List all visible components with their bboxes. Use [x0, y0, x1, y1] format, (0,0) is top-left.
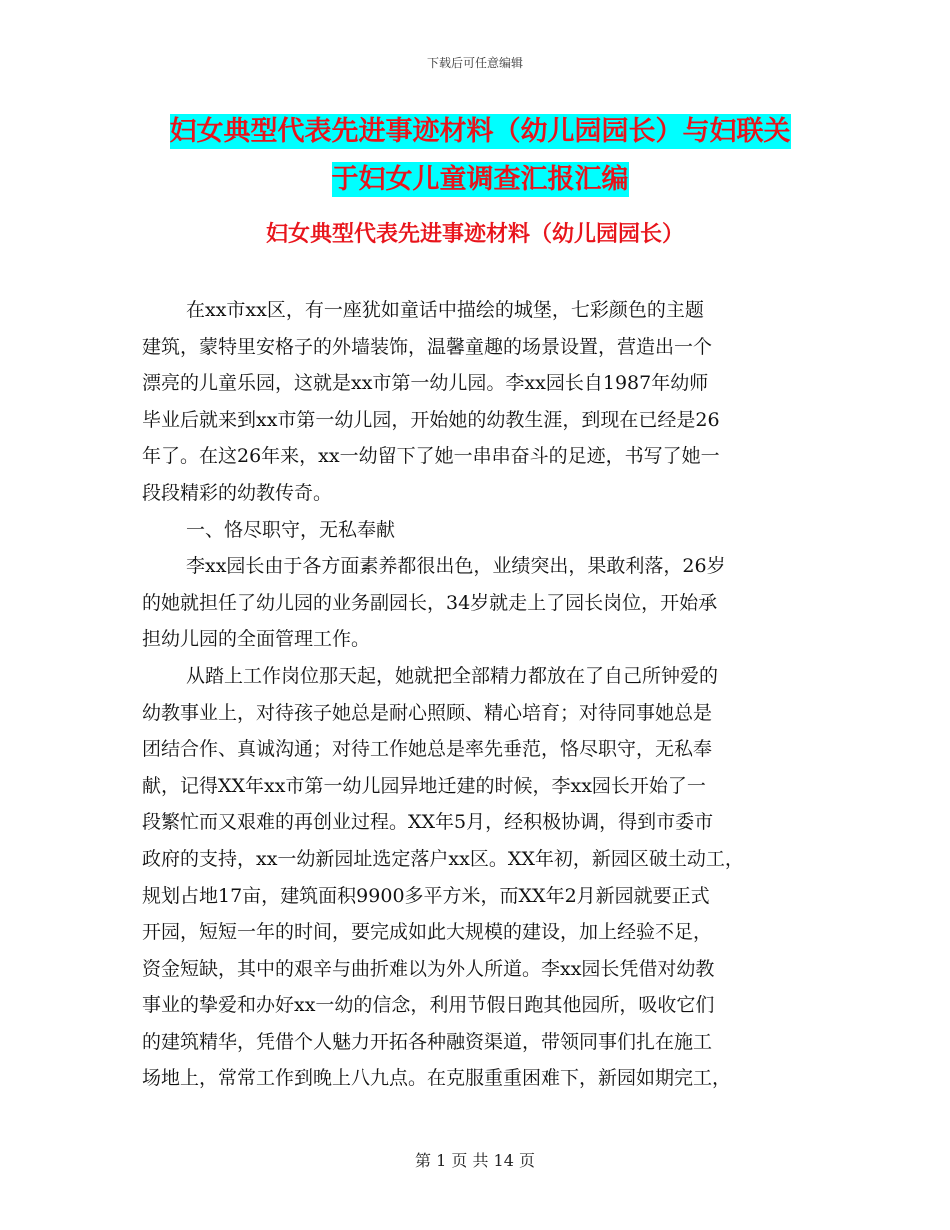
text-line: 建筑，蒙特里安格子的外墙装饰，温馨童趣的场景设置，营造出一个 — [142, 335, 713, 358]
text-line: 年了。在这26年来，xx一幼留下了她一串串奋斗的足迹，书写了她一 — [142, 445, 720, 468]
text-line: 规划占地17亩，建筑面积9900多平方米，而XX年2月新园就要正式 — [142, 884, 710, 907]
text-line: 担幼儿园的全面管理工作。 — [142, 628, 371, 651]
text-line: 幼教事业上，对待孩子她总是耐心照顾、精心培育；对待同事她总是 — [142, 701, 713, 724]
text-line: 段繁忙而又艰难的再创业过程。XX年5月，经积极协调，得到市委市 — [142, 811, 714, 834]
text-line: 事业的挚爱和办好xx一幼的信念，利用节假日跑其他园所，吸收它们 — [142, 994, 715, 1017]
text-line: 段段精彩的幼教传奇。 — [142, 481, 333, 504]
text-line: 开园，短短一年的时间，要完成如此大规模的建设，加上经验不足， — [142, 921, 713, 944]
text-line: 献，记得XX年xx市第一幼儿园异地迁建的时候，李xx园长开始了一 — [142, 774, 706, 797]
text-line: 场地上，常常工作到晚上八九点。在克服重重困难下，新园如期完工， — [142, 1067, 732, 1090]
title-line-1-text: 妇女典型代表先进事迹材料（幼儿园园长）与妇联关 — [169, 116, 791, 147]
text-line: 在xx市xx区，有一座犹如童话中描绘的城堡，七彩颜色的主题 — [186, 299, 704, 321]
title-line-1 — [140, 108, 820, 156]
title-line-2 — [140, 156, 820, 204]
page-footer: 第 1 页 共 14 页 — [415, 1151, 535, 1170]
text-line: 政府的支持，xx一幼新园址选定落户xx区。XX年初，新园区破土动工， — [142, 847, 744, 870]
section-title: 妇女典型代表先进事迹材料（幼儿园园长） — [265, 222, 684, 247]
body-text — [142, 292, 826, 1097]
text-line: 的她就担任了幼儿园的业务副园长，34岁就走上了园长岗位，开始承 — [142, 591, 718, 614]
subheading: 一、恪尽职守，无私奉献 — [186, 518, 396, 541]
text-line: 从踏上工作岗位那天起，她就把全部精力都放在了自己所钟爱的 — [186, 664, 719, 687]
text-line: 资金短缺，其中的艰辛与曲折难以为外人所道。李xx园长凭借对幼教 — [142, 957, 715, 980]
title-line-2-text: 于妇女儿童调查汇报汇编 — [331, 164, 629, 195]
text-line: 毕业后就来到xx市第一幼儿园，开始她的幼教生涯，到现在已经是26 — [142, 408, 720, 431]
document-title — [140, 108, 820, 204]
text-line: 漂亮的儿童乐园，这就是xx市第一幼儿园。李xx园长自1987年幼师 — [142, 372, 709, 395]
header-note: 下载后可任意编辑 — [426, 56, 523, 70]
text-line: 团结合作、真诚沟通；对待工作她总是率先垂范，恪尽职守，无私奉 — [142, 738, 713, 761]
text-line: 的建筑精华，凭借个人魅力开拓各种融资渠道，带领同事们扎在施工 — [142, 1030, 713, 1053]
text-line: 李xx园长由于各方面素养都很出色，业绩突出，果敢利落，26岁 — [186, 555, 726, 578]
